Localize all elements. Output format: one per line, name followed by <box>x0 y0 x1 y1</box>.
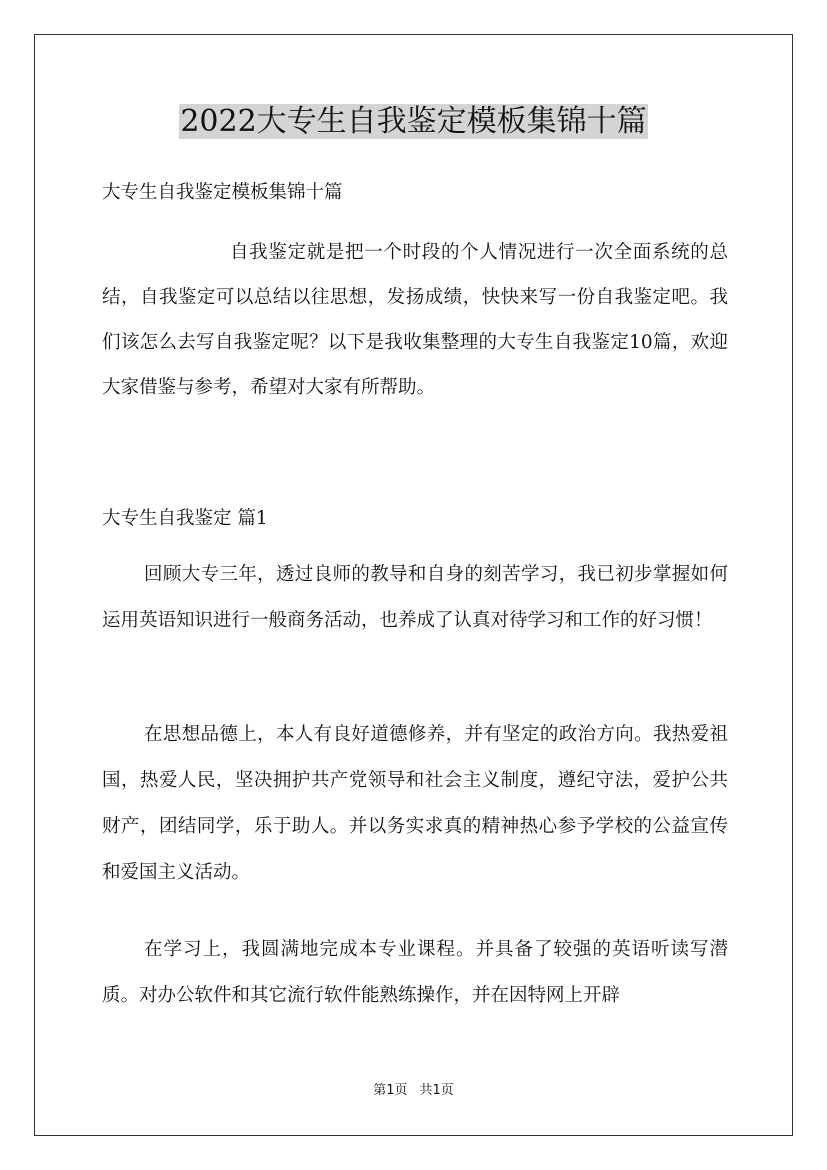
body-paragraph-3: 在学习上，我圆满地完成本专业课程。并具备了较强的英语听读写潜质。对办公软件和其它流行软件能熟练操作，并在因特网上开辟 <box>102 939 728 1006</box>
page-footer <box>0 1082 827 1100</box>
intro-paragraph: 自我鉴定就是把一个时段的个人情况进行一次全面系统的总结，自我鉴定可以总结以往思想，发扬成绩，快快来写一份自我鉴定吧。我们该怎么去写自我鉴定呢？以下是我收集整理的大专生自我鉴定10篇，欢迎大家借鉴与参考，希望对大家有所帮助。 <box>102 242 728 398</box>
body-paragraph-1: 回顾大专三年，透过良师的教导和自身的刻苦学习，我已初步掌握如何运用英语知识进行一般商务活动，也养成了认真对待学习和工作的好习惯！ <box>102 564 728 631</box>
document-title-text: 2022大专生自我鉴定模板集锦十篇 <box>180 104 647 139</box>
page-number: 第1页 <box>373 1083 408 1098</box>
body-paragraph-2: 在思想品德上，本人有良好道德修养，并有坚定的政治方向。我热爱祖国，热爱人民，坚决拥护共产党领导和社会主义制度，遵纪守法，爱护公共财产，团结同学，乐于助人。并以务实求真的精神热心参予学校的公益宣传和爱国主义活动。 <box>102 724 728 883</box>
document-subtitle: 大专生自我鉴定模板集锦十篇 <box>102 182 343 203</box>
document-title <box>0 100 827 144</box>
page-total: 共1页 <box>419 1083 454 1098</box>
section-heading: 大专生自我鉴定 篇1 <box>102 508 268 529</box>
